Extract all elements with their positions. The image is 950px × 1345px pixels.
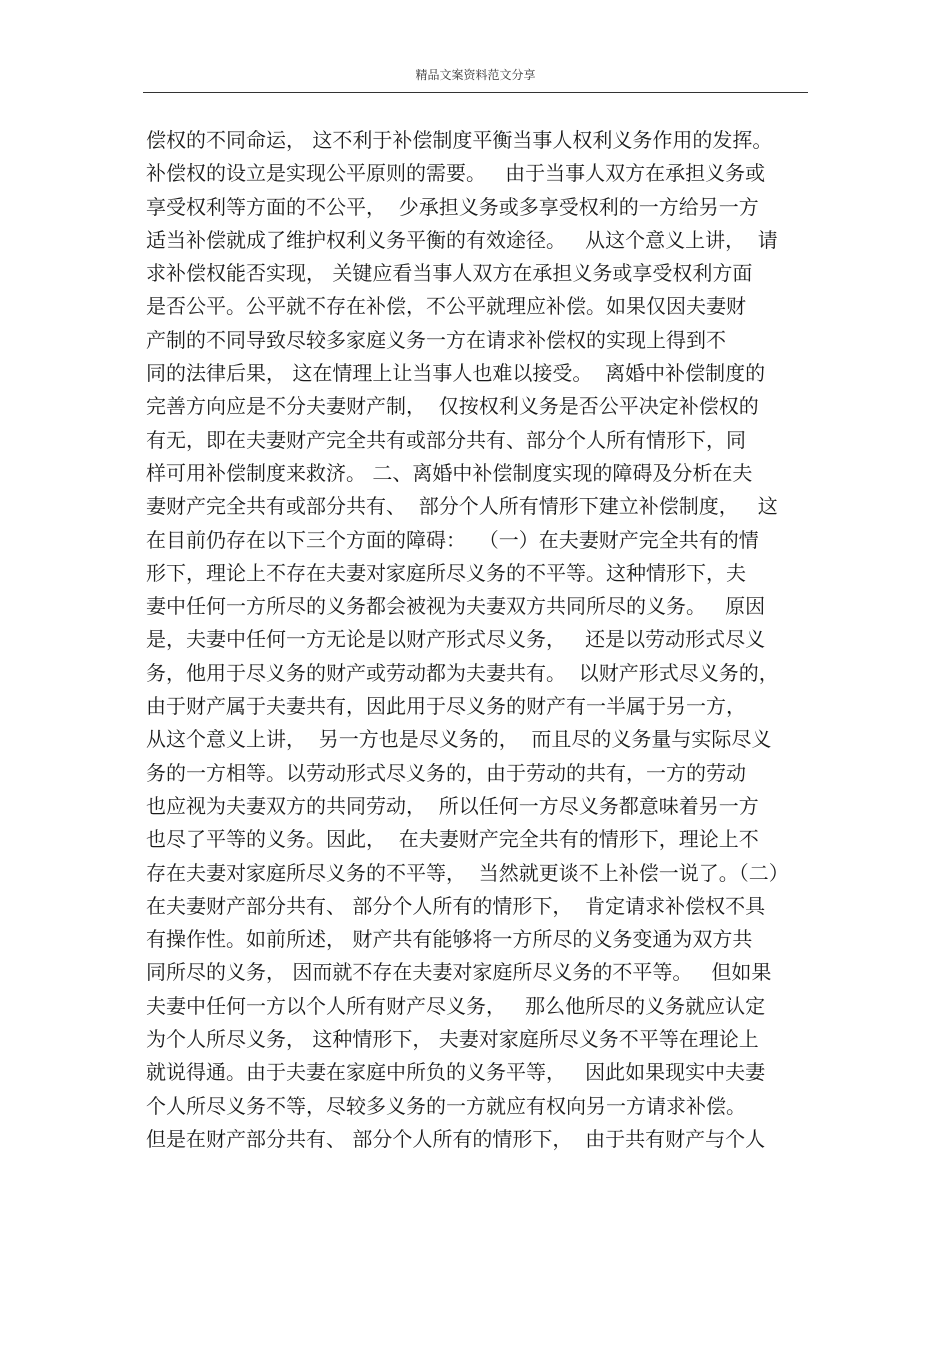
text-line: 适当补偿就成了维护权利义务平衡的有效途径。 从这个意义上讲， 请 xyxy=(146,227,778,252)
text-line: 夫妻中任何一方以个人所有财产尽义务， 那么他所尽的义务就应认定 xyxy=(146,993,766,1018)
text-line: 同所尽的义务， 因而就不存在夫妻对家庭所尽义务的不平等。 但如果 xyxy=(146,960,772,985)
text-line: 在夫妻财产部分共有、 部分个人所有的情形下， 肯定请求补偿权不具 xyxy=(146,893,766,918)
document-body xyxy=(146,124,826,1156)
text-line: 完善方向应是不分夫妻财产制， 仅按权利义务是否公平决定补偿权的 xyxy=(146,394,759,419)
text-line: 但是在财产部分共有、 部分个人所有的情形下， 由于共有财产与个人 xyxy=(146,1126,766,1151)
page-header xyxy=(143,66,808,93)
text-line: 从这个意义上讲， 另一方也是尽义务的， 而且尽的义务量与实际尽义 xyxy=(146,727,772,752)
text-line: 求补偿权能否实现， 关键应看当事人双方在承担义务或享受权利方面 xyxy=(146,261,753,286)
text-line: 是，夫妻中任何一方无论是以财产形式尽义务， 还是以劳动形式尽义 xyxy=(146,627,766,652)
text-line: 务，他用于尽义务的财产或劳动都为夫妻共有。 以财产形式尽义务的， xyxy=(146,660,779,685)
text-line: 产制的不同导致尽较多家庭义务一方在请求补偿权的实现上得到不 xyxy=(146,327,726,352)
text-line: 个人所尽义务不等，尽较多义务的一方就应有权向另一方请求补偿。 xyxy=(146,1093,746,1118)
text-line: 形下，理论上不存在夫妻对家庭所尽义务的不平等。这种情形下，夫 xyxy=(146,560,746,585)
text-line: 务的一方相等。以劳动形式尽义务的，由于劳动的共有，一方的劳动 xyxy=(146,760,746,785)
text-line: 存在夫妻对家庭所尽义务的不平等， 当然就更谈不上补偿一说了。（二） xyxy=(146,860,789,885)
text-line: 有操作性。如前所述， 财产共有能够将一方所尽的义务变通为双方共 xyxy=(146,927,753,952)
text-line: 妻财产完全共有或部分共有、 部分个人所有情形下建立补偿制度， 这 xyxy=(146,494,778,519)
text-line: 妻中任何一方所尽的义务都会被视为夫妻双方共同所尽的义务。 原因 xyxy=(146,594,766,619)
text-line: 为个人所尽义务， 这种情形下， 夫妻对家庭所尽义务不平等在理论上 xyxy=(146,1027,759,1052)
text-line: 样可用补偿制度来救济。 二、离婚中补偿制度实现的障碍及分析在夫 xyxy=(146,460,753,485)
text-line: 是否公平。公平就不存在补偿，不公平就理应补偿。如果仅因夫妻财 xyxy=(146,294,746,319)
text-line: 在目前仍存在以下三个方面的障碍： （一）在夫妻财产完全共有的情 xyxy=(146,527,759,552)
text-line: 由于财产属于夫妻共有，因此用于尽义务的财产有一半属于另一方， xyxy=(146,694,746,719)
text-line: 补偿权的设立是实现公平原则的需要。 由于当事人双方在承担义务或 xyxy=(146,161,766,186)
header-title: 精品文案资料范文分享 xyxy=(415,68,536,82)
text-line: 也尽了平等的义务。因此， 在夫妻财产完全共有的情形下，理论上不 xyxy=(146,827,759,852)
text-line: 享受权利等方面的不公平， 少承担义务或多享受权利的一方给另一方 xyxy=(146,194,759,219)
text-line: 也应视为夫妻双方的共同劳动， 所以任何一方尽义务都意味着另一方 xyxy=(146,793,759,818)
text-line: 偿权的不同命运， 这不利于补偿制度平衡当事人权利义务作用的发挥。 xyxy=(146,128,773,152)
text-line: 就说得通。由于夫妻在家庭中所负的义务平等， 因此如果现实中夫妻 xyxy=(146,1060,766,1085)
text-line: 有无，即在夫妻财产完全共有或部分共有、部分个人所有情形下，同 xyxy=(146,427,746,452)
text-line: 同的法律后果， 这在情理上让当事人也难以接受。 离婚中补偿制度的 xyxy=(146,361,766,386)
